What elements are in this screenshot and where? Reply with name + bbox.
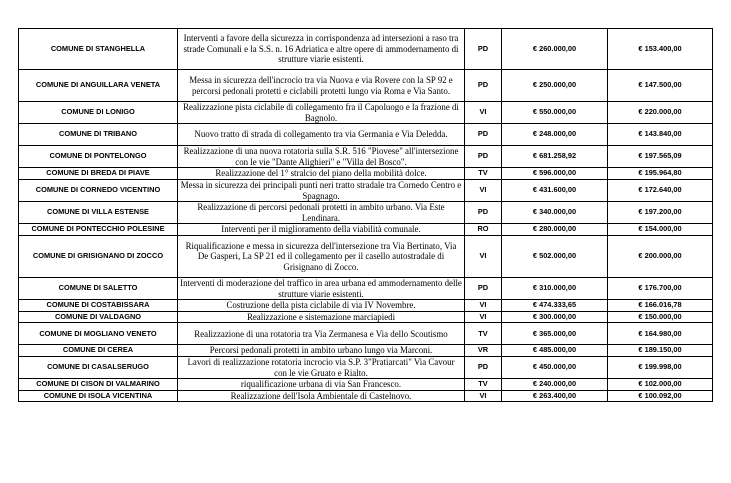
- project-amount: € 450.000,00: [502, 356, 608, 378]
- comune-name: COMUNE DI ANGUILLARA VENETA: [19, 70, 178, 102]
- contribution-amount: € 195.964,80: [608, 168, 713, 180]
- intervention-description: Realizzazione di una rotatoria tra Via Zermanesa e Via dello Scoutismo: [178, 323, 465, 345]
- project-amount: € 681.258,92: [502, 146, 608, 168]
- intervention-description: Realizzazione dell'Isola Ambientale di Castelnovo.: [178, 390, 465, 402]
- project-amount: € 310.000,00: [502, 277, 608, 299]
- project-amount: € 431.600,00: [502, 179, 608, 201]
- contribution-amount: € 102.000,00: [608, 379, 713, 391]
- table-body: [19, 29, 713, 402]
- comune-name: COMUNE DI PONTECCHIO POLESINE: [19, 224, 178, 236]
- intervention-description: Interventi per il miglioramento della viabilità comunale.: [178, 224, 465, 236]
- intervention-description: Percorsi pedonali protetti in ambito urbano lungo via Marconi.: [178, 345, 465, 357]
- province-code: VR: [465, 345, 502, 357]
- contribution-amount: € 150.000,00: [608, 311, 713, 323]
- project-amount: € 300.000,00: [502, 311, 608, 323]
- project-amount: € 485.000,00: [502, 345, 608, 357]
- province-code: VI: [465, 102, 502, 124]
- intervention-description: Nuovo tratto di strada di collegamento tra via Germania e Via Deledda.: [178, 124, 465, 146]
- province-code: PD: [465, 124, 502, 146]
- comune-name: COMUNE DI VILLA ESTENSE: [19, 202, 178, 224]
- comune-name: COMUNE DI CISON DI VALMARINO: [19, 379, 178, 391]
- comune-name: COMUNE DI MOGLIANO VENETO: [19, 323, 178, 345]
- project-amount: € 340.000,00: [502, 202, 608, 224]
- contribution-amount: € 153.400,00: [608, 29, 713, 70]
- contribution-amount: € 147.500,00: [608, 70, 713, 102]
- contribution-amount: € 189.150,00: [608, 345, 713, 357]
- table-row: [19, 300, 713, 312]
- intervention-description: Messa in sicurezza dei principali punti neri tratto stradale tra Cornedo Centro e Spagnago.: [178, 179, 465, 201]
- project-amount: € 263.400,00: [502, 390, 608, 402]
- contribution-amount: € 197.200,00: [608, 202, 713, 224]
- province-code: PD: [465, 29, 502, 70]
- contribution-amount: € 166.016,78: [608, 300, 713, 312]
- province-code: TV: [465, 323, 502, 345]
- province-code: TV: [465, 379, 502, 391]
- province-code: RO: [465, 224, 502, 236]
- project-amount: € 280.000,00: [502, 224, 608, 236]
- intervention-description: Lavori di realizzazione rotatoria incrocio via S.P. 3"Pratiarcati" Via Cavour con le vie Gruato e Rialto.: [178, 356, 465, 378]
- project-amount: € 250.000,00: [502, 70, 608, 102]
- contribution-amount: € 220.000,00: [608, 102, 713, 124]
- intervention-description: Interventi di moderazione del traffico in area urbana ed ammodernamento delle strutture viarie esistenti.: [178, 277, 465, 299]
- project-amount: € 365.000,00: [502, 323, 608, 345]
- contribution-amount: € 172.640,00: [608, 179, 713, 201]
- table-row: [19, 202, 713, 224]
- province-code: PD: [465, 277, 502, 299]
- intervention-description: Realizzazione del 1° stralcio del piano della mobilità dolce.: [178, 168, 465, 180]
- comune-name: COMUNE DI COSTABISSARA: [19, 300, 178, 312]
- intervention-description: Realizzazione di percorsi pedonali protetti in ambito urbano. Via Este Lendinara.: [178, 202, 465, 224]
- province-code: VI: [465, 311, 502, 323]
- table-row: [19, 224, 713, 236]
- intervention-description: Realizzazione e sistemazione marciapiedi: [178, 311, 465, 323]
- contribution-amount: € 154.000,00: [608, 224, 713, 236]
- comune-name: COMUNE DI CEREA: [19, 345, 178, 357]
- contribution-amount: € 200.000,00: [608, 235, 713, 277]
- intervention-description: Riqualificazione e messa in sicurezza dell'intersezione tra Via Bertinato, Via De Gasperi, La SP 21 ed il collegamento per il casello autostradale di Grisignano di Zocco.: [178, 235, 465, 277]
- comune-name: COMUNE DI PONTELONGO: [19, 146, 178, 168]
- comune-name: COMUNE DI TRIBANO: [19, 124, 178, 146]
- comune-name: COMUNE DI GRISIGNANO DI ZOCCO: [19, 235, 178, 277]
- contribution-amount: € 164.980,00: [608, 323, 713, 345]
- table-row: [19, 356, 713, 378]
- province-code: PD: [465, 146, 502, 168]
- province-code: PD: [465, 356, 502, 378]
- contribution-amount: € 100.092,00: [608, 390, 713, 402]
- intervention-description: Costruzione della pista ciclabile di via IV Novembre.: [178, 300, 465, 312]
- province-code: TV: [465, 168, 502, 180]
- comune-name: COMUNE DI SALETTO: [19, 277, 178, 299]
- contribution-amount: € 199.998,00: [608, 356, 713, 378]
- table-row: [19, 102, 713, 124]
- province-code: PD: [465, 70, 502, 102]
- intervention-description: Realizzazione pista ciclabile di collegamento fra il Capoluogo e la frazione di Bagnolo.: [178, 102, 465, 124]
- comune-name: COMUNE DI BREDA DI PIAVE: [19, 168, 178, 180]
- intervention-description: Realizzazione di una nuova rotatoria sulla S.R. 516 "Piovese" all'intersezione con le vie "Dante Alighieri" e "Villa del Bosco".: [178, 146, 465, 168]
- project-amount: € 596.000,00: [502, 168, 608, 180]
- comune-name: COMUNE DI VALDAGNO: [19, 311, 178, 323]
- table-row: [19, 146, 713, 168]
- project-amount: € 550.000,00: [502, 102, 608, 124]
- table-row: [19, 345, 713, 357]
- table-row: [19, 311, 713, 323]
- comune-name: COMUNE DI STANGHELLA: [19, 29, 178, 70]
- intervention-description: Interventi a favore della sicurezza in corrispondenza ad intersezioni a raso tra strade Comunali e la S.S. n. 16 Adriatica e altre opere di ammodernamento di strutture viarie esistenti.: [178, 29, 465, 70]
- table-row: [19, 390, 713, 402]
- table-row: [19, 168, 713, 180]
- project-amount: € 502.000,00: [502, 235, 608, 277]
- province-code: VI: [465, 235, 502, 277]
- province-code: VI: [465, 179, 502, 201]
- contribution-amount: € 176.700,00: [608, 277, 713, 299]
- intervention-description: Messa in sicurezza dell'incrocio tra via Nuova e via Rovere con la SP 92 e percorsi pedonali protetti e ciclabili protetti lungo via Roma e Via Santo.: [178, 70, 465, 102]
- contribution-amount: € 197.565,09: [608, 146, 713, 168]
- province-code: VI: [465, 300, 502, 312]
- province-code: VI: [465, 390, 502, 402]
- contribution-amount: € 143.840,00: [608, 124, 713, 146]
- comune-name: COMUNE DI LONIGO: [19, 102, 178, 124]
- table-row: [19, 379, 713, 391]
- comune-name: COMUNE DI CORNEDO VICENTINO: [19, 179, 178, 201]
- project-amount: € 248.000,00: [502, 124, 608, 146]
- project-amount: € 474.333,65: [502, 300, 608, 312]
- province-code: PD: [465, 202, 502, 224]
- table-row: [19, 323, 713, 345]
- funding-table: [18, 28, 713, 402]
- table-row: [19, 29, 713, 70]
- table-row: [19, 235, 713, 277]
- table-row: [19, 124, 713, 146]
- intervention-description: riqualificazione urbana di via San Francesco.: [178, 379, 465, 391]
- comune-name: COMUNE DI ISOLA VICENTINA: [19, 390, 178, 402]
- project-amount: € 240.000,00: [502, 379, 608, 391]
- comune-name: COMUNE DI CASALSERUGO: [19, 356, 178, 378]
- table-row: [19, 70, 713, 102]
- table-row: [19, 179, 713, 201]
- project-amount: € 260.000,00: [502, 29, 608, 70]
- table-row: [19, 277, 713, 299]
